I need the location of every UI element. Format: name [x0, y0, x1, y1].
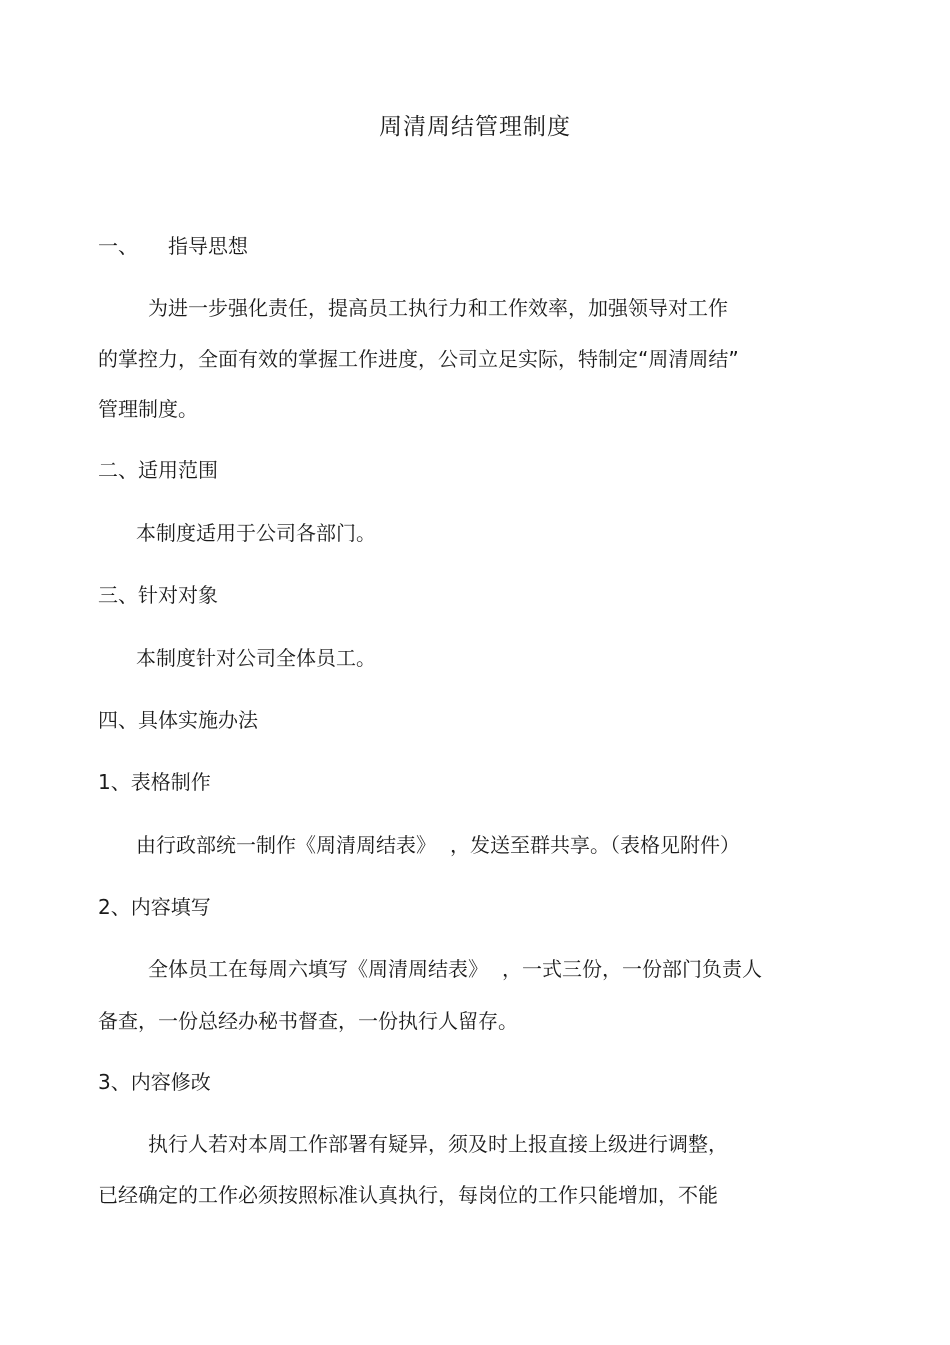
- paragraph-line: 备查，一份总经办秘书督查，一份执行人留存。: [98, 1009, 518, 1033]
- section-heading-3: 三、针对对象: [98, 583, 218, 607]
- section-title: 指导思想: [168, 234, 248, 258]
- section-heading-1: [98, 230, 248, 259]
- paragraph-segment: 全体员工在每周六填写《周清周结表》: [148, 957, 488, 981]
- subsection-heading-2: 2、内容填写: [98, 895, 211, 919]
- paragraph-line: 执行人若对本周工作部署有疑异，须及时上报直接上级进行调整，: [148, 1132, 728, 1156]
- paragraph-line: [148, 953, 762, 982]
- paragraph-segment: ，发送至群共享。（表格见附件）: [450, 833, 740, 857]
- paragraph-line: [136, 829, 740, 858]
- section-number: 一、: [98, 234, 138, 258]
- paragraph-line: 管理制度。: [98, 397, 198, 421]
- section-heading-2: 二、适用范围: [98, 458, 218, 482]
- paragraph-line: 已经确定的工作必须按照标准认真执行，每岗位的工作只能增加，不能: [98, 1183, 718, 1207]
- paragraph-line: 为进一步强化责任，提高员工执行力和工作效率，加强领导对工作: [148, 296, 728, 320]
- paragraph-line: 本制度适用于公司各部门。: [136, 521, 376, 545]
- subsection-heading-3: 3、内容修改: [98, 1070, 211, 1094]
- paragraph-segment: ，一式三份，一份部门负责人: [502, 957, 762, 981]
- section-heading-4: 四、具体实施办法: [98, 708, 258, 732]
- paragraph-segment: 由行政部统一制作《周清周结表》: [136, 833, 436, 857]
- paragraph-line: 的掌控力，全面有效的掌握工作进度，公司立足实际，特制定“周清周结”: [98, 347, 739, 371]
- paragraph-line: 本制度针对公司全体员工。: [136, 646, 376, 670]
- page-title: 周清周结管理制度: [379, 114, 571, 140]
- subsection-heading-1: 1、表格制作: [98, 770, 211, 794]
